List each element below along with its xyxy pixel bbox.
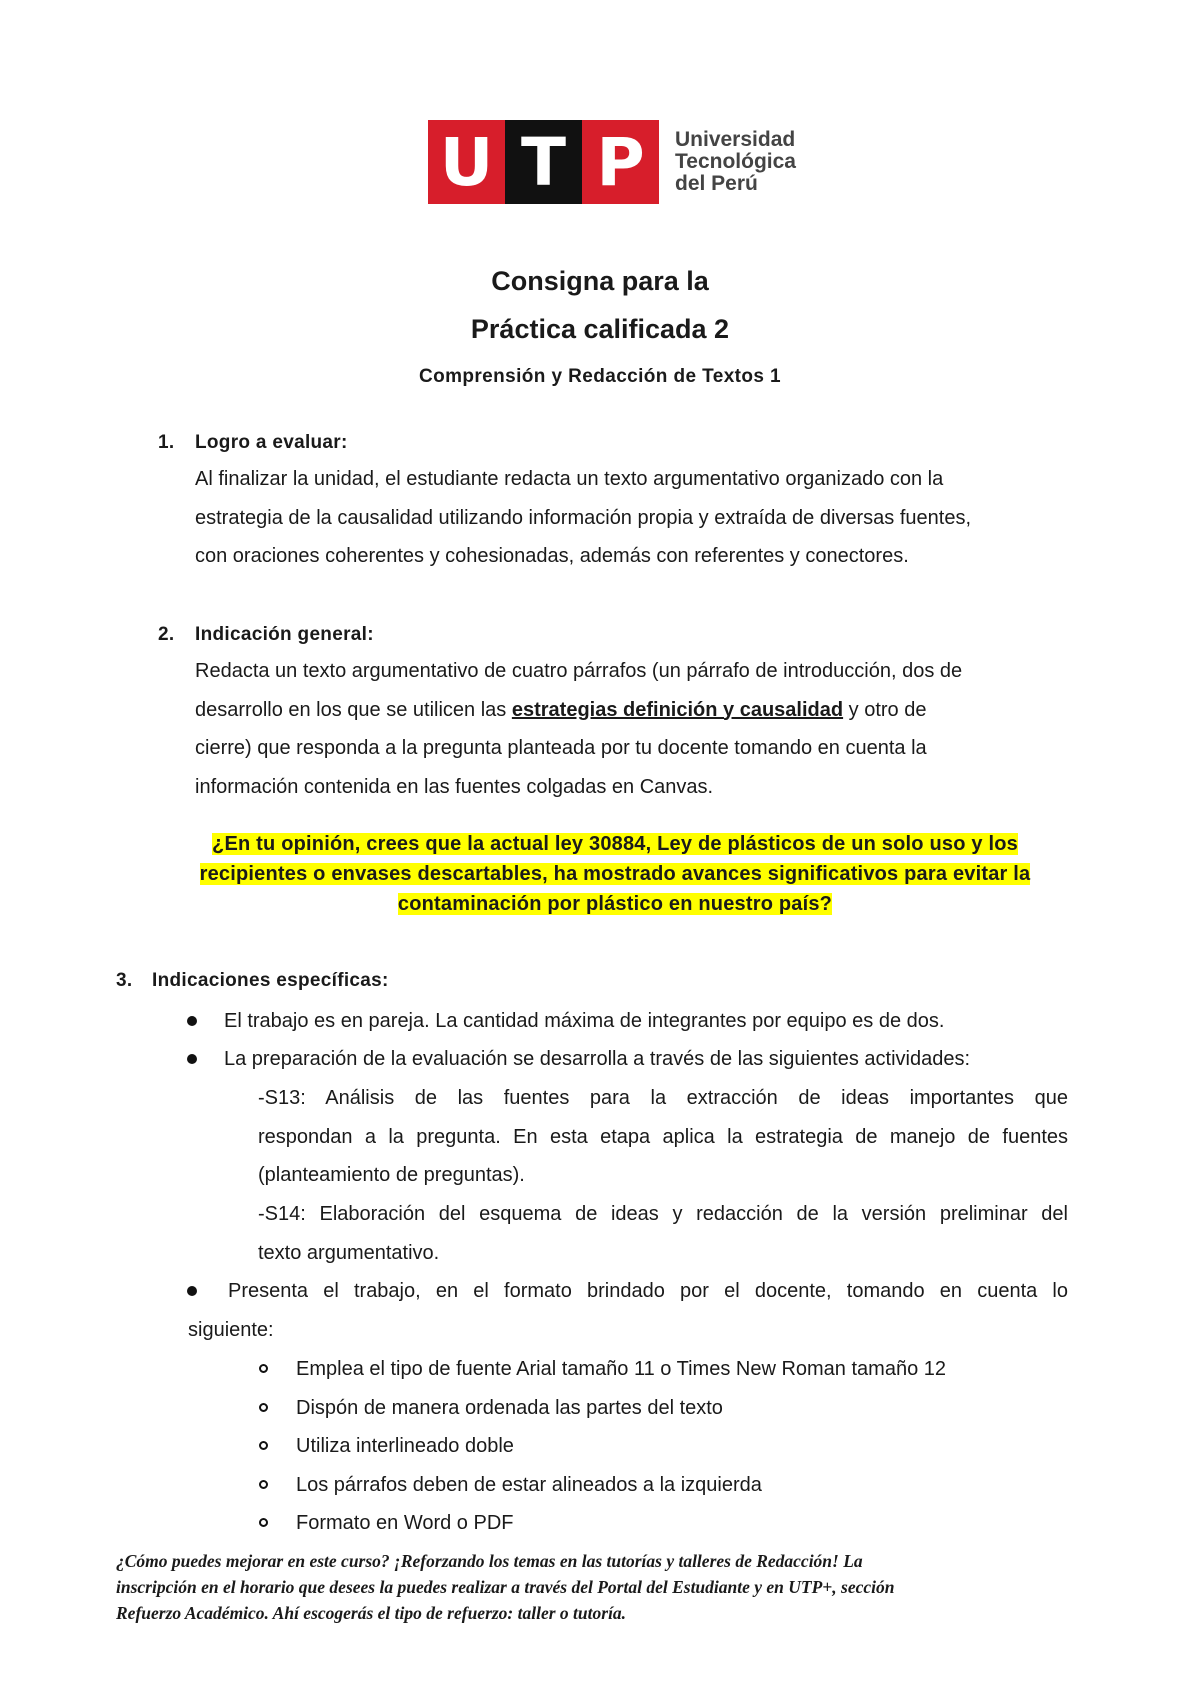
strategies-emphasis: estrategias definición y causalidad bbox=[511, 698, 844, 721]
s14-line: texto argumentativo. bbox=[258, 1241, 440, 1264]
section1-line: estrategia de la causalidad utilizando información propia y extraída de diversas fuentes, bbox=[195, 506, 972, 529]
s13-line: (planteamiento de preguntas). bbox=[258, 1164, 525, 1186]
footer-note bbox=[116, 1548, 1074, 1626]
bullet3-line: siguiente: bbox=[188, 1318, 274, 1341]
section3-heading: Indicaciones específicas: bbox=[152, 970, 389, 991]
document-title-line1: Consigna para la bbox=[491, 266, 709, 296]
section1-body bbox=[195, 460, 1095, 576]
logo-name-line: Universidad bbox=[675, 128, 796, 151]
s13-line: -S13: Análisis de las fuentes para la extracción de ideas importantes que bbox=[258, 1087, 1068, 1109]
logo-letter-t: T bbox=[505, 120, 582, 204]
bullet-item-2: La preparación de la evaluación se desarrolla a través de las siguientes actividades: bbox=[224, 1048, 971, 1070]
logo-letter-p: P bbox=[582, 120, 659, 204]
section1-line: Al finalizar la unidad, el estudiante redacta un texto argumentativo organizado con la bbox=[195, 468, 944, 490]
section3-number: 3. bbox=[116, 970, 133, 991]
logo-university-name bbox=[675, 129, 796, 195]
section1-heading: Logro a evaluar: bbox=[195, 432, 348, 453]
format-item: Los párrafos deben de estar alineados a la izquierda bbox=[296, 1474, 762, 1496]
section2-line: cierre) que responda a la pregunta planteada por tu docente tomando en cuenta la bbox=[195, 737, 927, 759]
section2-text: desarrollo en los que se utilicen las bbox=[195, 698, 512, 721]
section1-number: 1. bbox=[158, 432, 175, 453]
bullet-item-3 bbox=[188, 1272, 1068, 1349]
footer-line: ¿Cómo puedes mejorar en este curso? ¡Reforzando los temas en las tutorías y talleres de Redacción! La bbox=[116, 1551, 863, 1571]
logo-letter-u: U bbox=[428, 120, 505, 204]
section2-line bbox=[195, 691, 1095, 730]
section2-line: información contenida en las fuentes colgadas en Canvas. bbox=[195, 775, 714, 798]
logo-name-line: Tecnológica bbox=[675, 150, 796, 173]
activity-s13 bbox=[258, 1079, 1068, 1195]
bullet3-line: Presenta el trabajo, en el formato brindado por el docente, tomando en cuenta lo bbox=[228, 1280, 1068, 1302]
activity-s14 bbox=[258, 1195, 1068, 1272]
section2-body bbox=[195, 652, 1095, 806]
format-item: Formato en Word o PDF bbox=[296, 1512, 514, 1534]
document-title-line2: Práctica calificada 2 bbox=[470, 314, 730, 344]
guiding-question bbox=[150, 829, 1080, 919]
subbullet-icon bbox=[259, 1403, 268, 1412]
s14-line: -S14: Elaboración del esquema de ideas y redacción de la versión preliminar del bbox=[258, 1203, 1068, 1225]
question-line: ¿En tu opinión, crees que la actual ley 30884, Ley de plásticos de un solo uso y los bbox=[212, 833, 1018, 855]
s13-line: respondan a la pregunta. En esta etapa aplica la estrategia de manejo de fuentes bbox=[258, 1125, 1068, 1148]
footer-line: inscripción en el horario que desees la puedes realizar a través del Portal del Estudiante y en UTP+, sección bbox=[116, 1577, 895, 1597]
bullet-icon bbox=[187, 1016, 197, 1026]
question-line: recipientes o envases descartables, ha mostrado avances significativos para evitar la bbox=[199, 863, 1031, 885]
section2-heading: Indicación general: bbox=[195, 624, 374, 645]
section2-text: y otro de bbox=[843, 698, 927, 721]
subbullet-icon bbox=[259, 1480, 268, 1489]
subbullet-icon bbox=[259, 1441, 268, 1450]
bullet-item-1: El trabajo es en pareja. La cantidad máxima de integrantes por equipo es de dos. bbox=[224, 1010, 945, 1032]
question-line: contaminación por plástico en nuestro país? bbox=[397, 893, 833, 915]
footer-line: Refuerzo Académico. Ahí escogerás el tipo de refuerzo: taller o tutoría. bbox=[116, 1603, 627, 1623]
format-item: Emplea el tipo de fuente Arial tamaño 11 o Times New Roman tamaño 12 bbox=[296, 1358, 946, 1380]
bullet-icon bbox=[187, 1054, 197, 1064]
format-item: Dispón de manera ordenada las partes del texto bbox=[296, 1397, 723, 1419]
logo-letters bbox=[428, 120, 659, 204]
course-name: Comprensión y Redacción de Textos 1 bbox=[418, 366, 782, 387]
subbullet-icon bbox=[259, 1364, 268, 1373]
section2-line: Redacta un texto argumentativo de cuatro párrafos (un párrafo de introducción, dos de bbox=[195, 660, 963, 682]
utp-logo bbox=[428, 120, 796, 204]
logo-name-line: del Perú bbox=[675, 172, 758, 195]
format-item: Utiliza interlineado doble bbox=[296, 1435, 514, 1457]
subbullet-icon bbox=[259, 1518, 268, 1527]
section2-number: 2. bbox=[158, 624, 175, 645]
section1-line: con oraciones coherentes y cohesionadas, además con referentes y conectores. bbox=[195, 545, 909, 567]
